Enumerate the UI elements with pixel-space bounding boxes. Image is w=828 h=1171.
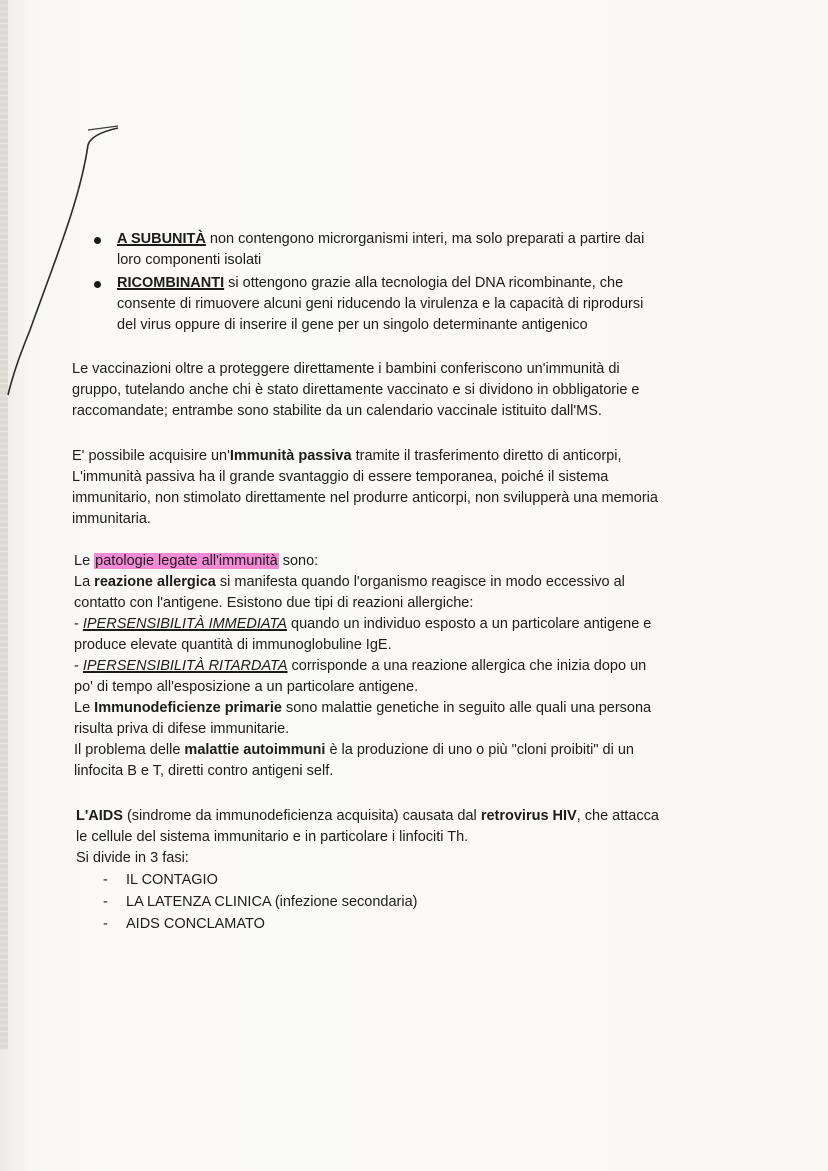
patologie-line7: po' di tempo all'esposizione a un particolare antigene. bbox=[74, 679, 419, 695]
list-dash: - bbox=[103, 872, 108, 888]
patologie-line2: La reazione allergica si manifesta quando l'organismo reagisce in modo eccessivo al bbox=[74, 574, 625, 590]
patologie-line11: linfocita B e T, diretti contro antigeni self. bbox=[74, 763, 334, 779]
bullet-ricombinanti-line2: consente di rimuovere alcuni geni riducendo la virulenza e la capacità di riprodursi bbox=[117, 296, 644, 312]
bullet-ricombinanti-line3: del virus oppure di inserire il gene per un singolo determinante antigenico bbox=[117, 317, 588, 333]
vaccinazioni-line3: raccomandate; entrambe sono stabilite da un calendario vaccinale istituito dall'MS. bbox=[72, 403, 602, 419]
bullet-subunita-line2: loro componenti isolati bbox=[117, 252, 262, 268]
bullet-icon bbox=[94, 281, 101, 288]
patologie-line5: produce elevate quantità di immunoglobuline IgE. bbox=[74, 637, 392, 653]
aids-line3: Si divide in 3 fasi: bbox=[76, 850, 189, 866]
passiva-line3: immunitario, non stimolato direttamente nel produrre anticorpi, non svilupperà una memoria bbox=[72, 490, 658, 506]
passiva-line2: L'immunità passiva ha il grande svantaggio di essere temporanea, poiché il sistema bbox=[72, 469, 609, 485]
highlighted-text: patologie legate all'immunità bbox=[95, 553, 278, 569]
list-dash: - bbox=[103, 916, 108, 932]
bullet-ricombinanti-line1: RICOMBINANTI si ottengono grazie alla tecnologia del DNA ricombinante, che bbox=[117, 275, 624, 291]
list-dash: - bbox=[103, 894, 108, 910]
bullet-icon bbox=[94, 237, 101, 244]
aids-line1: L'AIDS (sindrome da immunodeficienza acquisita) causata dal retrovirus HIV, che attacca bbox=[76, 808, 659, 824]
fase-item-3: AIDS CONCLAMATO bbox=[126, 916, 265, 932]
patologie-line10: Il problema delle malattie autoimmuni è la produzione di uno o più "cloni proibiti" di un bbox=[74, 742, 634, 758]
fase-item-1: IL CONTAGIO bbox=[126, 872, 218, 888]
patologie-line1: Le patologie legate all'immunità sono: bbox=[74, 553, 319, 569]
bullet-subunita-line1: A SUBUNITÀ non contengono microrganismi interi, ma solo preparati a partire dai bbox=[117, 231, 645, 247]
patologie-line8: Le Immunodeficienze primarie sono malattie genetiche in seguito alle quali una persona bbox=[74, 700, 652, 716]
vaccinazioni-line1: Le vaccinazioni oltre a proteggere direttamente i bambini conferiscono un'immunità di bbox=[72, 361, 620, 377]
aids-line2: le cellule del sistema immunitario e in particolare i linfociti Th. bbox=[76, 829, 469, 845]
vaccinazioni-line2: gruppo, tutelando anche chi è stato direttamente vaccinato e si dividono in obbligatorie e bbox=[72, 382, 640, 398]
patologie-line6: - IPERSENSIBILITÀ RITARDATA corrisponde a una reazione allergica che inizia dopo un bbox=[74, 658, 647, 674]
patologie-line4: - IPERSENSIBILITÀ IMMEDIATA quando un individuo esposto a un particolare antigene e bbox=[74, 616, 652, 632]
passiva-line1: E' possibile acquisire un'Immunità passiva tramite il trasferimento diretto di anticorpi, bbox=[72, 448, 622, 464]
patologie-line9: risulta priva di difese immunitarie. bbox=[74, 721, 290, 737]
patologie-line3: contatto con l'antigene. Esistono due tipi di reazioni allergiche: bbox=[74, 595, 474, 611]
passiva-line4: immunitaria. bbox=[72, 511, 151, 527]
fase-item-2: LA LATENZA CLINICA (infezione secondaria) bbox=[126, 894, 418, 910]
